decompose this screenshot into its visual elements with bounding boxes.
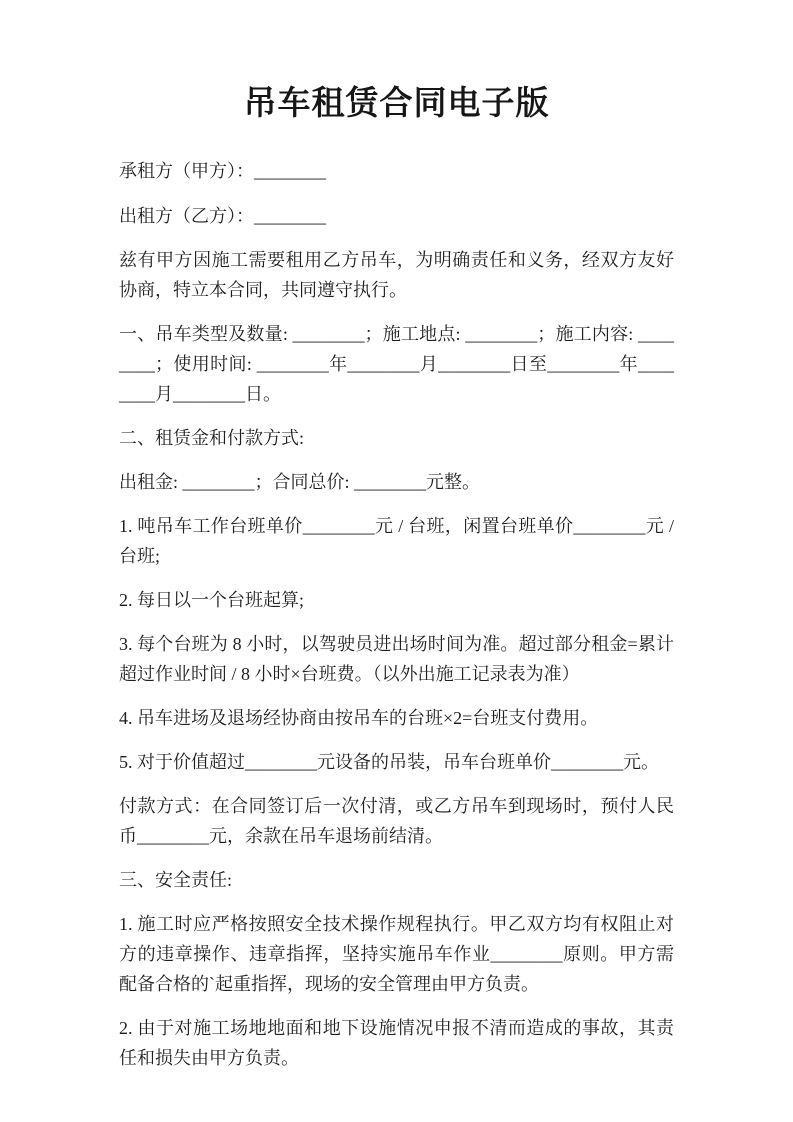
- intro-paragraph: 兹有甲方因施工需要租用乙方吊车，为明确责任和义务，经双方友好协商，特立本合同，共同遵守执行。: [119, 250, 674, 300]
- rent-and-total-line: 出租金: ________；合同总价: ________元整。: [119, 472, 481, 492]
- clause-2-item-2: 2. 每日以一个台班起算;: [119, 590, 305, 610]
- clause-2-item-4: 4. 吊车进场及退场经协商由按吊车的台班×2=台班支付费用。: [119, 708, 599, 728]
- payment-method-paragraph: 付款方式：在合同签订后一次付清，或乙方吊车到现场时，预付人民币________元，余款在吊车退场前结清。: [119, 796, 674, 846]
- clause-3-item-2: 2. 由于对施工场地地面和地下设施情况申报不清而造成的事故，其责任和损失由甲方负责。: [119, 1018, 674, 1068]
- clause-2-heading: 二、租赁金和付款方式:: [119, 428, 304, 448]
- clause-3-heading: 三、安全责任:: [119, 870, 233, 890]
- document-title: 吊车租赁合同电子版: [243, 86, 550, 122]
- party-b-line: 出租方（乙方）：________: [119, 206, 326, 226]
- clause-2-item-5: 5. 对于价值超过________元设备的吊装，吊车台班单价________元。: [119, 752, 659, 772]
- clause-2-item-3: 3. 每个台班为 8 小时，以驾驶员进出场时间为准。超过部分租金=累计超过作业时间 / 8 小时×台班费。（以外出施工记录表为准）: [119, 634, 674, 684]
- clause-3-item-1: 1. 施工时应严格按照安全技术操作规程执行。甲乙双方均有权阻止对方的违章操作、违章指挥，坚持实施吊车作业________原则。甲方需配备合格的`起重指挥，现场的安全管理由甲方负责。: [119, 914, 674, 994]
- clause-1-crane-info: 一、吊车类型及数量: ________；施工地点: ________；施工内容: ________；使用时间: ________年________月________日至________年________月________日。: [119, 324, 674, 404]
- clause-2-item-1: 1. 吨吊车工作台班单价________元 / 台班，闲置台班单价________元 / 台班;: [119, 516, 674, 566]
- party-a-line: 承租方（甲方）：________: [119, 161, 326, 181]
